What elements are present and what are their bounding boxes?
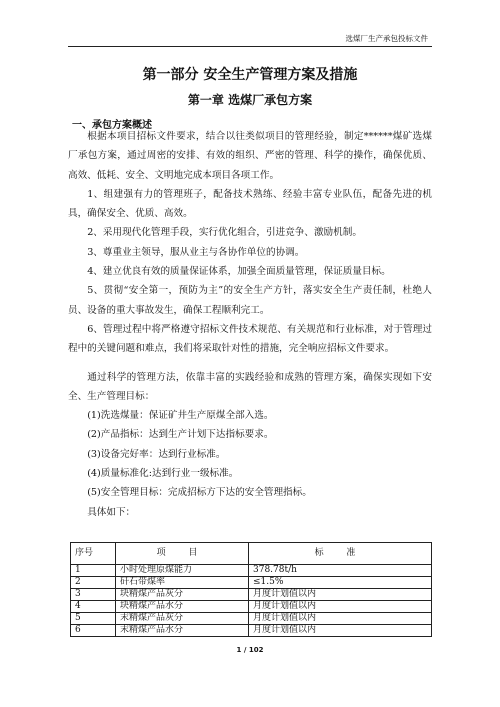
paragraph-goals-intro: 通过科学的管理方法，依靠丰富的实践经验和成熟的管理方案，确保实现如下安全、生产管理目标：	[68, 371, 432, 402]
paragraph-6: 6、管理过程中将严格遵守招标文件技术规范、有关规范和行业标准，对于管理过程中的关键问题和难点，我们将采取针对性的措施，完全响应招标文件要求。	[68, 323, 432, 355]
page-header	[68, 30, 432, 47]
chapter-title: 第一章 选煤厂承包方案	[187, 93, 313, 107]
cell-item: 块精煤产品灰分	[116, 589, 249, 601]
header-standard: 标 准	[249, 543, 432, 565]
goal-item: (3)设备完好率：达到行业标准。	[87, 448, 226, 460]
goal-item: (2)产品指标：达到生产计划下达指标要求。	[87, 429, 274, 441]
table-header-row	[71, 543, 432, 565]
cell-standard: ≤1.5%	[249, 577, 432, 589]
header-no: 序号	[71, 543, 116, 565]
table-row	[71, 625, 432, 637]
header-text: 选煤厂生产承包投标文件	[345, 34, 428, 43]
table-row	[71, 601, 432, 613]
cell-item: 末精煤产品水分	[116, 625, 249, 637]
paragraph-1: 1、组建强有力的管理班子，配备技术熟练、经验丰富专业队伍，配备先进的机具，确保安全、优质、高效。	[68, 188, 432, 220]
paragraph-5: 5、贯彻“安全第一，预防为主”的安全生产方针，落实安全生产责任制，杜绝人员、设备的重大事故发生，确保工程顺利完工。	[68, 285, 432, 316]
cell-item: 块精煤产品水分	[116, 601, 249, 613]
header-item: 项 目	[116, 543, 249, 565]
table-row	[71, 589, 432, 601]
part-title: 第一部分 安全生产管理方案及措施	[142, 67, 358, 83]
body-text	[68, 127, 432, 522]
table-row	[71, 577, 432, 589]
cell-no: 5	[71, 613, 116, 625]
paragraph-2: 2、采用现代化管理手段，实行优化组合，引进竞争、激励机制。	[87, 227, 362, 239]
paragraph-4: 4、建立优良有效的质量保证体系，加强全面质量管理，保证质量目标。	[87, 266, 391, 278]
cell-no: 2	[71, 577, 116, 589]
goal-item: (1)洗选煤量：保证矿井生产原煤全部入选。	[87, 410, 274, 422]
goal-item: (4)质量标准化:达到行业一级标准。	[87, 468, 239, 480]
cell-no: 4	[71, 601, 116, 613]
cell-no: 1	[71, 565, 116, 577]
table-row	[71, 565, 432, 577]
cell-standard: 月度计划值以内	[249, 601, 432, 613]
goal-item: (5)安全管理目标：完成招标方下达的安全管理指标。	[87, 487, 312, 499]
cell-standard: 月度计划值以内	[249, 589, 432, 601]
page-number: 1 / 102	[236, 646, 264, 654]
cell-item: 矸石带煤率	[116, 577, 249, 589]
cell-item: 末精煤产品灰分	[116, 613, 249, 625]
cell-standard: 378.78t/h	[249, 565, 432, 577]
cell-standard: 月度计划值以内	[249, 613, 432, 625]
cell-item: 小时处理原煤能力	[116, 565, 249, 577]
cell-no: 3	[71, 589, 116, 601]
standards-table	[70, 542, 432, 637]
paragraph-intro: 根据本项目招标文件要求，结合以往类似项目的管理经验，制定******煤矿选煤厂承包方案，通过周密的安排、有效的组织、严密的管理、科学的操作，确保优质、高效、低耗、安全、文明地完成本项目各项工作。	[68, 131, 432, 181]
cell-no: 6	[71, 625, 116, 637]
paragraph-3: 3、尊重业主领导，服从业主与各协作单位的协调。	[87, 246, 305, 258]
section-title: 一、承包方案概述	[72, 120, 152, 131]
cell-standard: 月度计划值以内	[249, 625, 432, 637]
paragraph-details-label: 具体如下：	[87, 506, 136, 518]
table-row	[71, 613, 432, 625]
